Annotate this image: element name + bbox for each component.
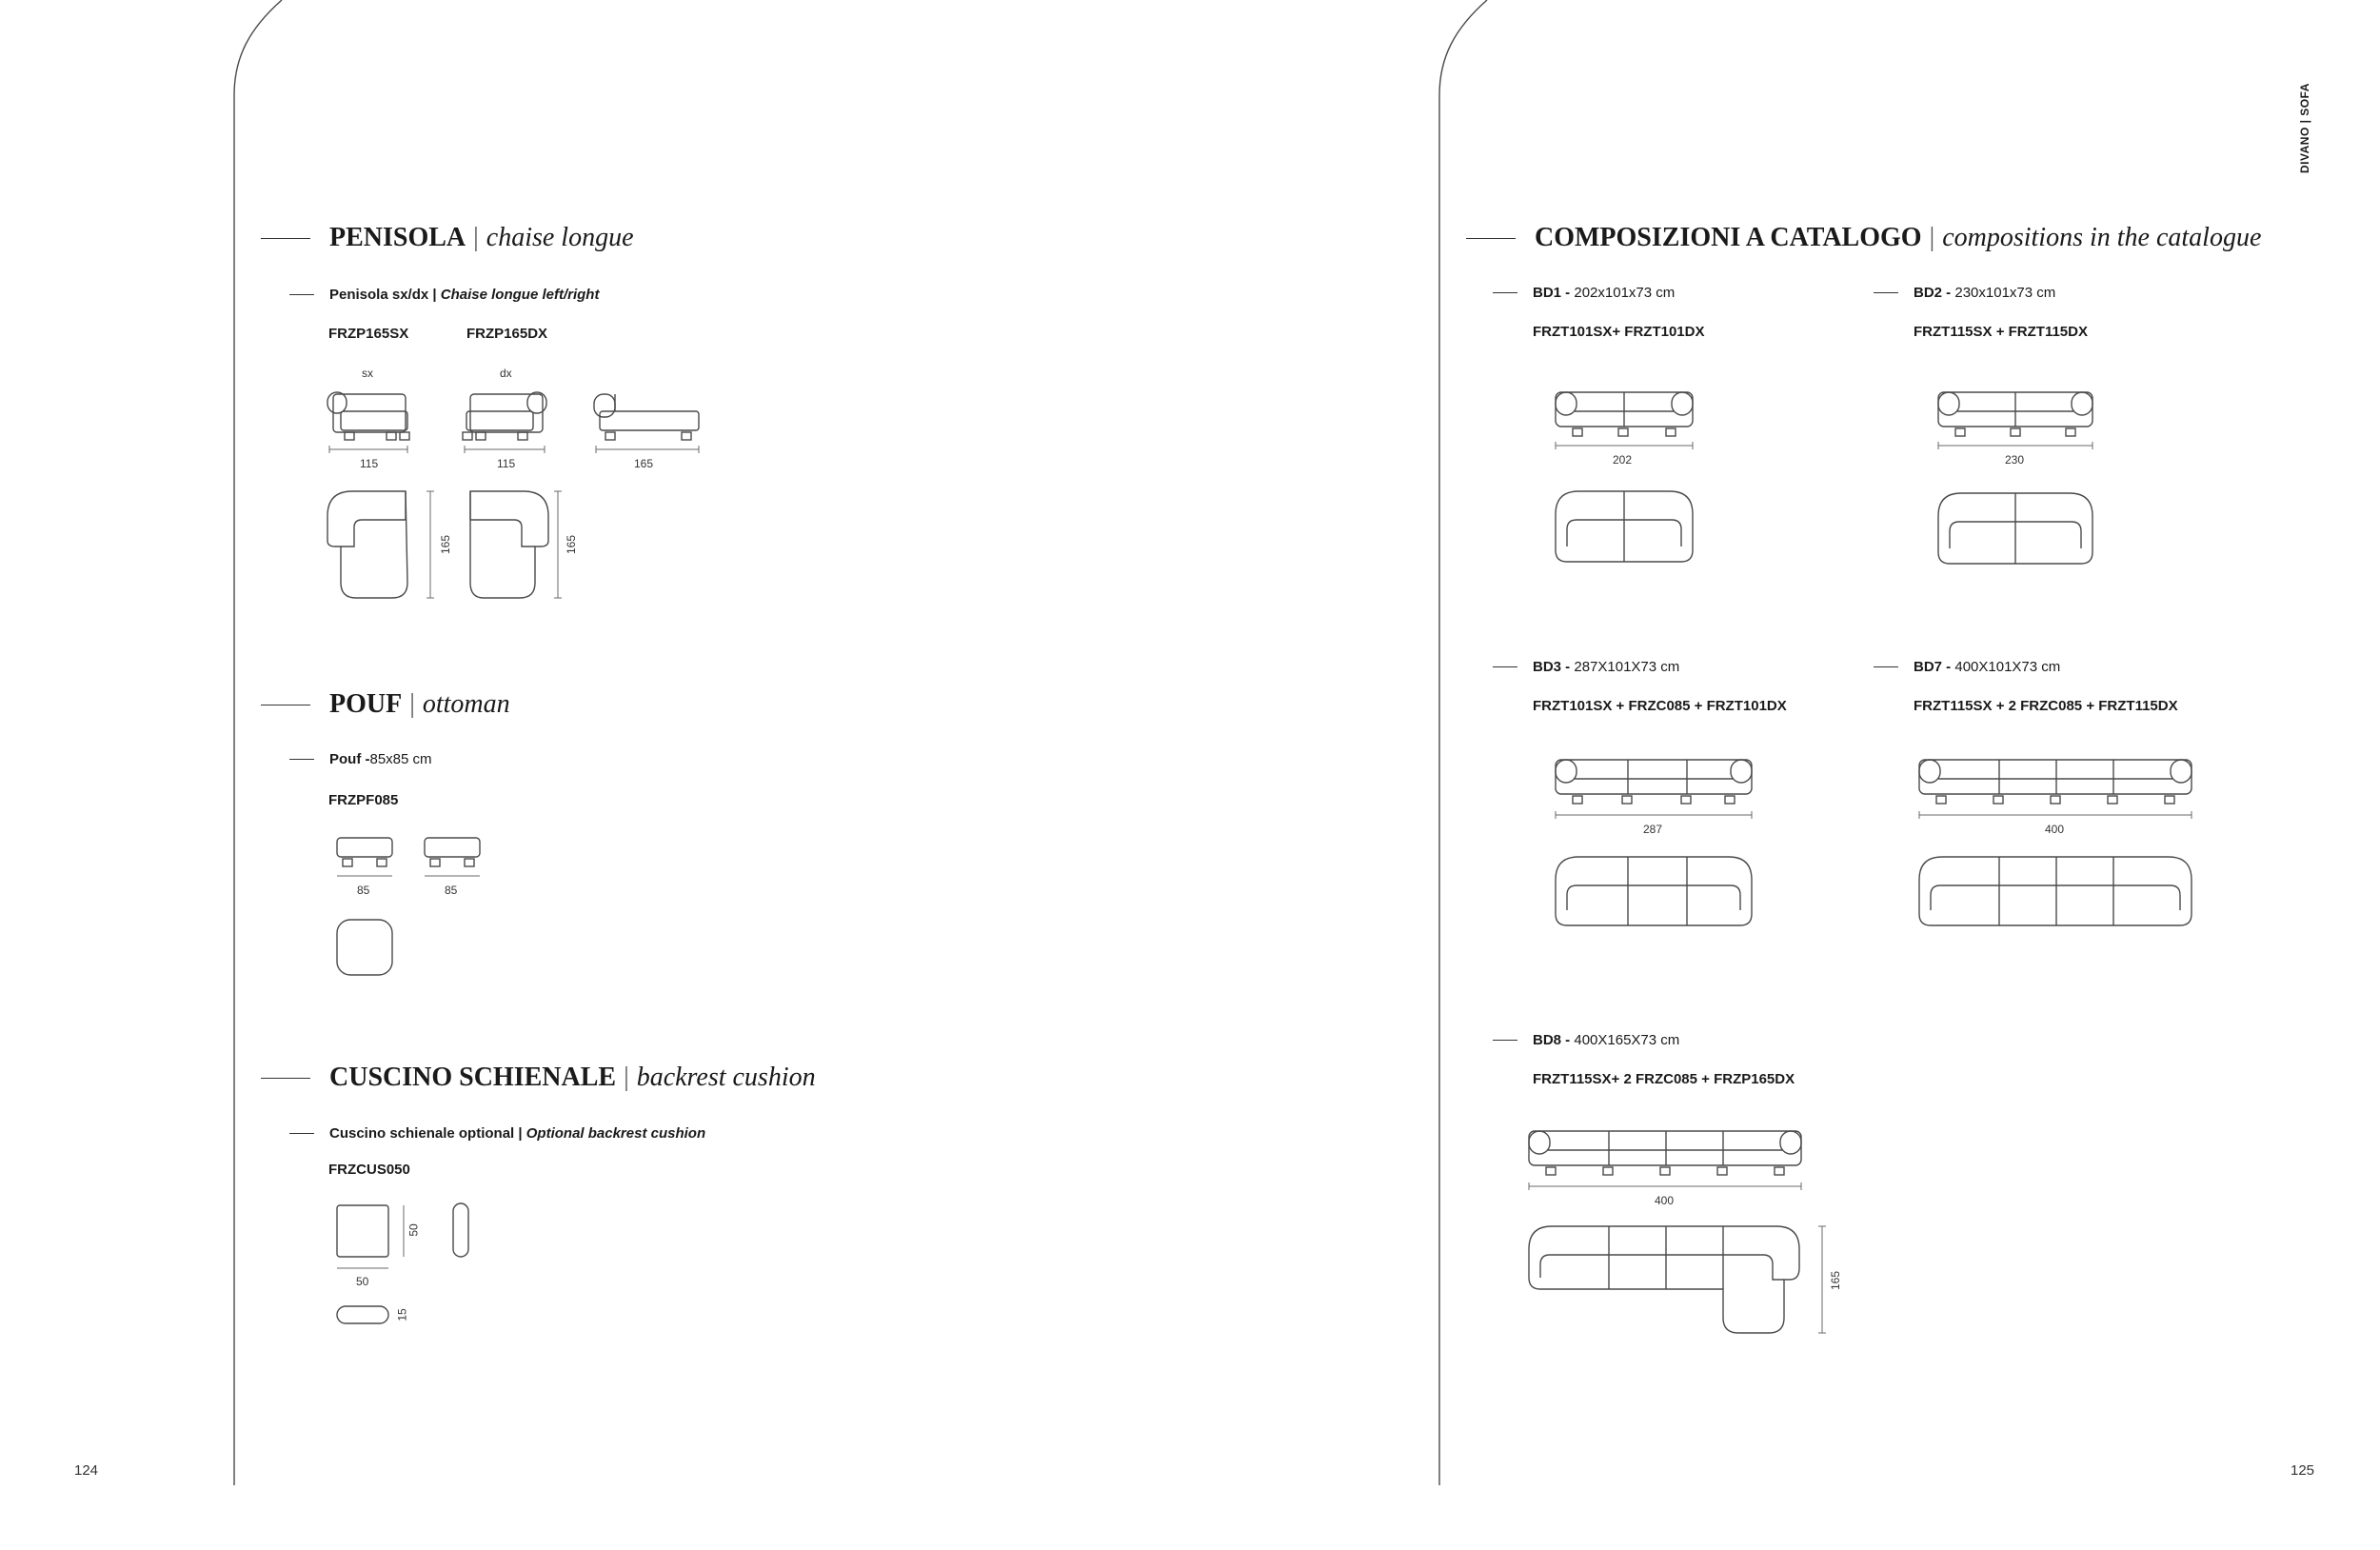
composition-bd1-codes: FRZT101SX+ FRZT101DX <box>1533 324 1705 340</box>
pouf-dim-front: 85 <box>357 884 370 897</box>
penisola-code-sx: FRZP165SX <box>328 326 409 342</box>
pouf-section-title: POUF | ottoman <box>261 689 510 720</box>
compositions-section-title: COMPOSIZIONI A CATALOGO | compositions in the catalogue <box>1466 223 2261 253</box>
pouf-dim-side: 85 <box>445 884 458 897</box>
page-number-left: 124 <box>74 1462 99 1479</box>
pouf-code: FRZPF085 <box>328 792 399 808</box>
cuscino-dim-height: 50 <box>407 1223 421 1237</box>
penisola-side-dx: dx <box>500 367 512 380</box>
bd8-front-drawing <box>1529 1131 1801 1190</box>
penisola-dim-side: 165 <box>634 457 654 470</box>
bd2-plan-drawing <box>1938 493 2092 564</box>
penisola-item-line: Penisola sx/dx | Chaise longue left/right <box>289 287 599 303</box>
penisola-dim-plan-sx: 165 <box>439 534 453 555</box>
bd1-plan-drawing <box>1556 491 1693 562</box>
penisola-dim-front-sx: 115 <box>360 457 379 470</box>
bd7-plan-drawing <box>1919 857 2192 925</box>
bd8-dim-width: 400 <box>1655 1194 1675 1207</box>
cuscino-section-title: CUSCINO SCHIENALE | backrest cushion <box>261 1063 816 1093</box>
composition-bd8-line: BD8 - 400X165X73 cm <box>1493 1032 1679 1048</box>
cuscino-dim-depth: 15 <box>395 1308 409 1321</box>
bd1-dim-width: 202 <box>1613 453 1633 467</box>
cuscino-code: FRZCUS050 <box>328 1162 410 1178</box>
bd8-plan-drawing <box>1529 1226 1826 1333</box>
pouf-item-line: Pouf - 85x85 cm <box>289 751 432 767</box>
composition-bd3-codes: FRZT101SX + FRZC085 + FRZT101DX <box>1533 698 1787 714</box>
page-number-right: 125 <box>2291 1462 2315 1479</box>
penisola-side-sx: sx <box>362 367 373 380</box>
bd3-dim-width: 287 <box>1643 823 1663 836</box>
composition-bd3-line: BD3 - 287X101X73 cm <box>1493 659 1679 675</box>
bd8-dim-depth: 165 <box>1829 1270 1843 1291</box>
penisola-section-title: PENISOLA | chaise longue <box>261 223 634 253</box>
bd7-front-drawing <box>1919 760 2192 819</box>
cuscino-dim-width: 50 <box>356 1275 369 1288</box>
penisola-dim-front-dx: 115 <box>497 457 516 470</box>
cuscino-item-line: Cuscino schienale optional | Optional backrest cushion <box>289 1125 705 1142</box>
composition-bd8-codes: FRZT115SX+ 2 FRZC085 + FRZP165DX <box>1533 1071 1795 1087</box>
bd7-dim-width: 400 <box>2045 823 2065 836</box>
bd2-front-drawing <box>1938 392 2092 449</box>
composition-bd2-line: BD2 - 230x101x73 cm <box>1874 285 2055 301</box>
composition-bd2-codes: FRZT115SX + FRZT115DX <box>1914 324 2088 340</box>
composition-bd7-codes: FRZT115SX + 2 FRZC085 + FRZT115DX <box>1914 698 2178 714</box>
bd2-dim-width: 230 <box>2005 453 2025 467</box>
penisola-dim-plan-dx: 165 <box>565 534 579 555</box>
composition-bd1-line: BD1 - 202x101x73 cm <box>1493 285 1675 301</box>
composition-bd7-line: BD7 - 400X101X73 cm <box>1874 659 2060 675</box>
penisola-code-dx: FRZP165DX <box>466 326 548 342</box>
bd3-front-drawing <box>1556 760 1752 819</box>
bd3-plan-drawing <box>1556 857 1752 925</box>
bd1-front-drawing <box>1556 392 1693 449</box>
vertical-section-label: DIVANO | SOFA <box>2298 83 2311 173</box>
